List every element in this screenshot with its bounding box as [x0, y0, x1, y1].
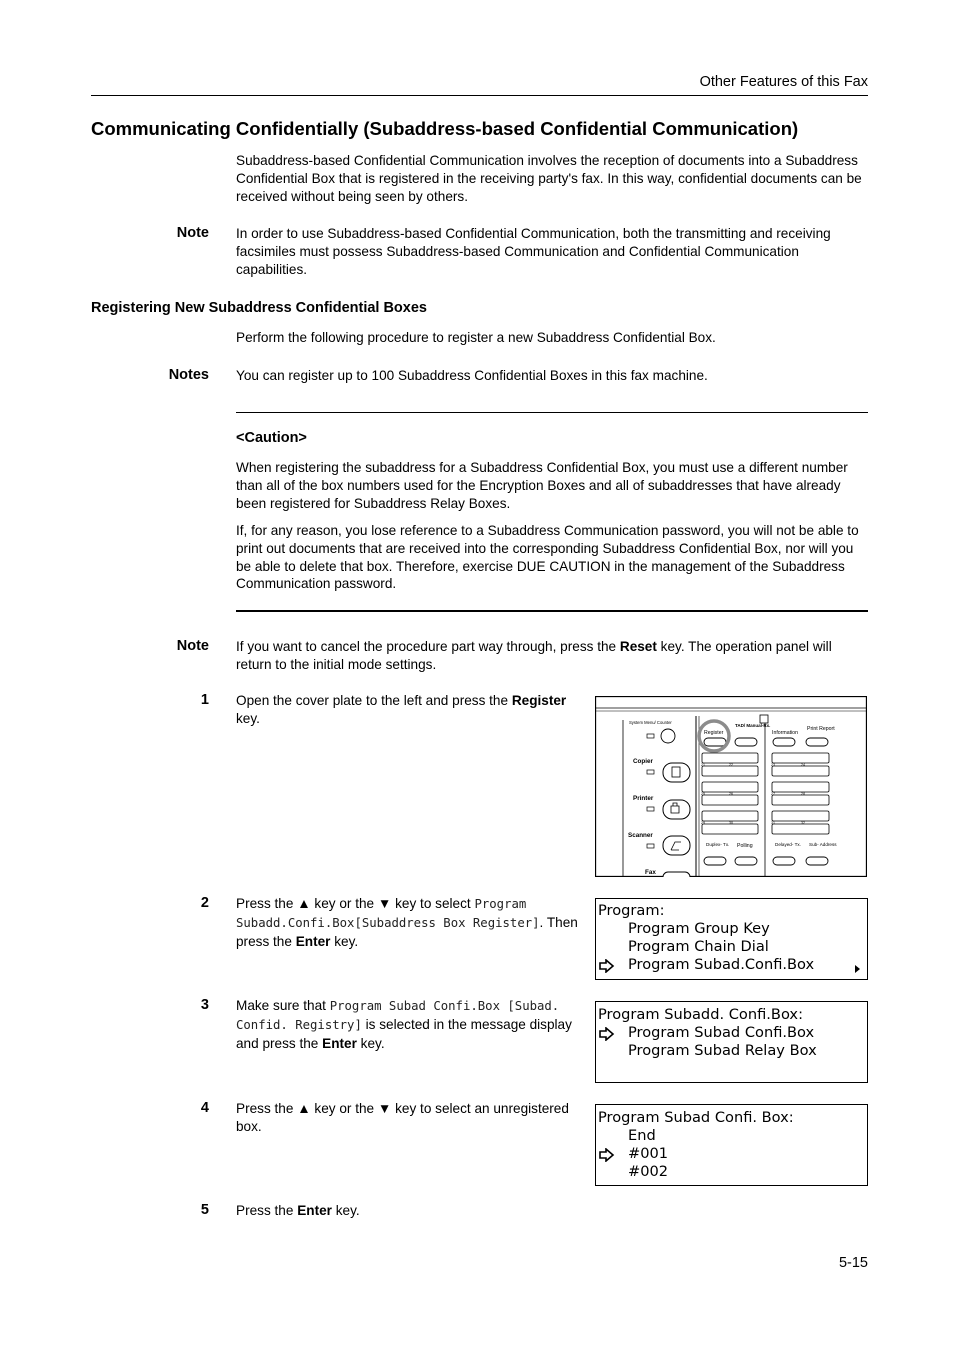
lcd-display-confi-box-list: [595, 1104, 868, 1186]
panel-label-copier: Copier: [633, 758, 653, 765]
lcd-title: Program Subadd. Confi.Box:: [598, 1006, 803, 1023]
step-number: 2: [200, 895, 209, 911]
subsection-title: Registering New Subaddress Confidential Boxes: [91, 300, 427, 316]
panel-label-print-report: Print Report: [807, 726, 835, 732]
one-touch-number: 22: [729, 763, 733, 767]
lcd-title: Program:: [598, 902, 665, 919]
panel-label-polling: Polling: [737, 843, 753, 849]
subsection-intro: Perform the following procedure to register a new Subaddress Confidential Box.: [236, 330, 716, 345]
selection-arrow-icon: [599, 1027, 615, 1041]
step-number: 5: [200, 1202, 209, 1218]
lcd-display-program: [595, 898, 868, 980]
caution-title: <Caution>: [236, 430, 307, 446]
panel-label-register: Register: [704, 730, 724, 736]
note-text: In order to use Subaddress-based Confidential Communication, both the transmitting and receiving facsimiles must possess Subaddress-based Communication and Confidential Communication capabilities.: [236, 226, 831, 277]
selection-arrow-icon: [599, 1148, 615, 1162]
one-touch-number: 26: [729, 792, 733, 796]
panel-label-manual-rx: TAD/ Manual-Rx.: [735, 723, 771, 728]
lcd-item: #002: [628, 1163, 669, 1180]
step-2-text: Press the ▲ key or the ▼ key to select Program Subadd.Confi.Box[Subaddress Box Register]. Then press the Enter key.: [236, 896, 578, 949]
step-1-text: Open the cover plate to the left and press the Register key.: [236, 693, 567, 726]
caution-para-1: When registering the subaddress for a Subaddress Confidential Box, you must use a different number than all of the box numbers used for the Encryption Boxes and all of subaddresses that have already been registered for Subaddress Relay Boxes.: [236, 460, 848, 511]
caution-bottom-rule: [236, 610, 868, 612]
lcd-item: End: [628, 1127, 656, 1144]
step-number: 4: [200, 1100, 209, 1116]
panel-label-sub-address: Sub- Address: [809, 842, 837, 847]
note-label: Note: [176, 225, 209, 241]
step-number: 1: [200, 692, 209, 708]
step-3-text: Make sure that Program Subad Confi.Box [Subad. Confid. Registry] is selected in the message display and press the Enter key.: [236, 998, 572, 1051]
one-touch-number: 21: [701, 763, 705, 767]
panel-label-printer: Printer: [633, 795, 654, 802]
one-touch-number: 32: [801, 821, 805, 825]
one-touch-number: 29: [701, 821, 705, 825]
section-title: Communicating Confidentially (Subaddress-based Confidential Communication): [91, 118, 799, 139]
lcd-title: Program Subad Confi. Box:: [598, 1109, 794, 1126]
step-5-text: Press the Enter key.: [236, 1203, 360, 1218]
note2-label: Note: [176, 638, 209, 654]
section-intro: Subaddress-based Confidential Communication involves the reception of documents into a Subaddress Confidential Box that is registered in the receiving party's fax. In this way, confidential documents can be received without being seen by others.: [236, 153, 862, 204]
one-touch-number: 28: [801, 792, 805, 796]
more-right-arrow-icon: [854, 965, 861, 973]
panel-label-fax: Fax: [645, 869, 656, 876]
panel-label-system-menu: System Menu/ Counter: [629, 720, 672, 725]
lcd-item-selected: #001: [628, 1145, 669, 1162]
note2-text: If you want to cancel the procedure part way through, press the Reset key. The operation panel will return to the initial mode settings.: [236, 639, 832, 672]
lcd-item: Program Subad Relay Box: [628, 1042, 817, 1059]
lcd-item: Program Group Key: [628, 920, 770, 937]
one-touch-number: 30: [729, 821, 733, 825]
one-touch-number: 23: [771, 763, 775, 767]
panel-label-delayed-tx: Delayed- Tx.: [775, 842, 801, 847]
page-number: 5-15: [838, 1255, 868, 1271]
lcd-item-selected: Program Subad.Confi.Box: [628, 956, 815, 973]
lcd-display-subadd-confi-box: [595, 1001, 868, 1083]
caution-para-2: If, for any reason, you lose reference to a Subaddress Communication password, you will not be able to print out documents that are received into the corresponding Subaddress Confidential Box, nor will you be able to delete that box. Therefore, exercise DUE CAUTION in the management of the Subaddress Communication password.: [236, 523, 859, 592]
header-rule: [91, 95, 868, 96]
step-4-text: Press the ▲ key or the ▼ key to select an unregistered box.: [236, 1101, 569, 1134]
caution-top-rule: [236, 412, 868, 413]
one-touch-number: 24: [801, 763, 805, 767]
notes-text: You can register up to 100 Subaddress Confidential Boxes in this fax machine.: [236, 368, 708, 383]
panel-label-duplex-tx: Duplex- Tx.: [706, 842, 730, 847]
lcd-item: Program Chain Dial: [628, 938, 769, 955]
one-touch-number: 31: [771, 821, 775, 825]
selection-arrow-icon: [599, 959, 615, 973]
reset-key-name: Reset: [619, 639, 657, 654]
notes-label: Notes: [168, 367, 209, 383]
panel-label-information: Information: [772, 730, 798, 736]
one-touch-number: 27: [771, 792, 775, 796]
operation-panel-illustration: [595, 696, 867, 877]
panel-label-scanner: Scanner: [628, 832, 653, 839]
lcd-item-selected: Program Subad Confi.Box: [628, 1024, 815, 1041]
running-header: Other Features of this Fax: [699, 74, 868, 90]
step-number: 3: [200, 997, 209, 1013]
one-touch-number: 25: [701, 792, 705, 796]
